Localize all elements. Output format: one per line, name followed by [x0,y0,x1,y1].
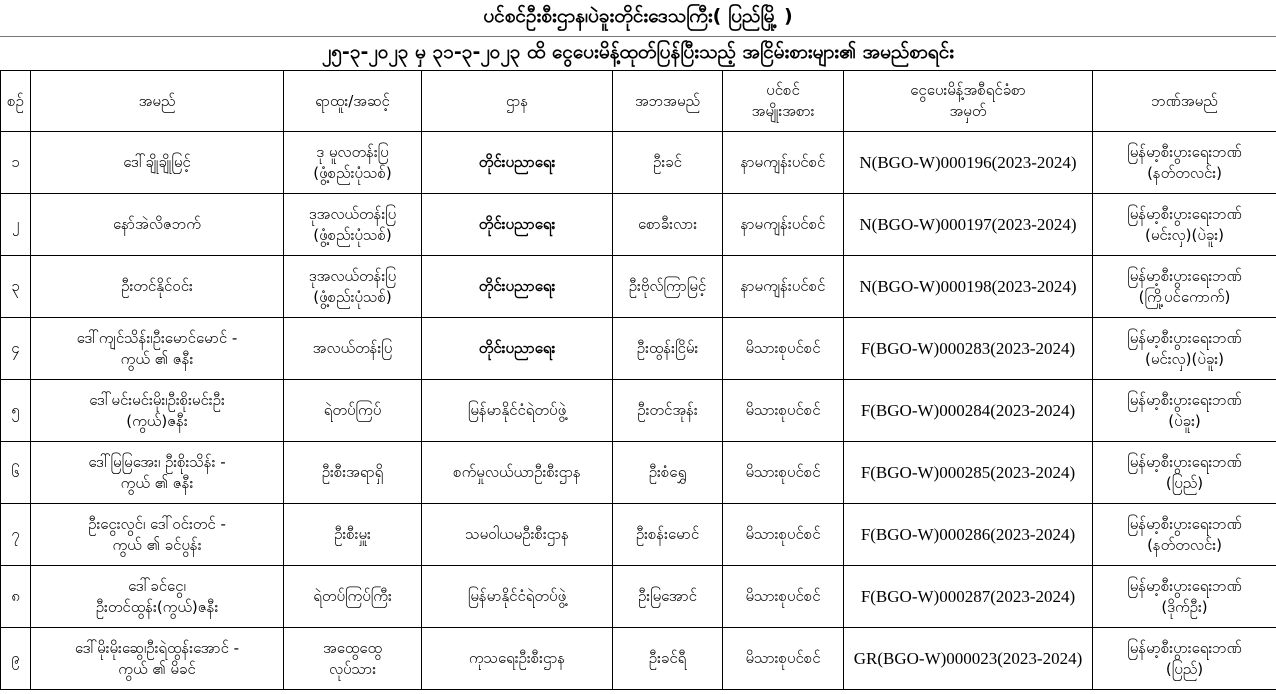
cell-bank-line1: မြန်မာ့စီးပွားရေးဘဏ် [1127,142,1242,161]
cell-type: မိသားစုပင်စင် [723,504,844,566]
cell-name-line2: ကွယ် ၏ ဇနီး [120,473,194,492]
cell-ppo: GR(BGO-W)000023(2023-2024) [844,628,1093,690]
header-dept: ဌာန [422,71,613,132]
cell-dept: မြန်မာနိုင်ငံရဲတပ်ဖွဲ့ [422,380,613,442]
cell-rank-line2: (ဖွံ့စည်းပုံသစ်) [313,287,392,306]
table-row [1,442,1276,504]
cell-bank [1093,132,1276,194]
cell-type: နာမကျန်းပင်စင် [723,256,844,318]
header-father: အဘအမည် [613,71,723,132]
cell-name-line1: ဒေါ်မိုးမိုးဆွေ၊ဦးရဲထွန်းအောင် - [74,638,240,657]
cell-no: ၅ [1,380,31,442]
cell-father: ဦးခင်ရီ [613,628,723,690]
cell-type: မိသားစုပင်စင် [723,318,844,380]
cell-no: ၃ [1,256,31,318]
cell-bank-line1: မြန်မာ့စီးပွားရေးဘဏ် [1127,514,1242,533]
cell-bank [1093,628,1276,690]
cell-father: ဦးမြအောင် [613,566,723,628]
cell-rank-line1: ဒု မူလတန်းပြ [316,142,389,161]
cell-name [31,380,284,442]
cell-rank [284,628,422,690]
cell-type: နာမကျန်းပင်စင် [723,194,844,256]
cell-ppo: N(BGO-W)000197(2023-2024) [844,194,1093,256]
page-title: ပင်စင်ဦးစီးဌာန၊ပဲခူးတိုင်းဒေသကြီး( ပြည်မြို့ ) [483,5,793,27]
cell-name-line2: ဦးတင်ထွန်း(ကွယ်)ဇနီး [95,597,219,616]
cell-bank-line1: မြန်မာ့စီးပွားရေးဘဏ် [1127,638,1242,657]
table-row [1,318,1276,380]
cell-name [31,318,284,380]
table-row [1,256,1276,318]
cell-ppo: F(BGO-W)000287(2023-2024) [844,566,1093,628]
header-name: အမည် [31,71,284,132]
cell-dept: စက်မှုလယ်ယာဦးစီးဌာန [422,442,613,504]
cell-rank-line2: လုပ်သား [328,659,377,678]
cell-no: ၁ [1,132,31,194]
cell-type: မိသားစုပင်စင် [723,442,844,504]
header-ppo-line2: အမှတ် [949,102,987,120]
cell-ppo: N(BGO-W)000198(2023-2024) [844,256,1093,318]
cell-bank-line2: (နတ်တလင်း) [1147,535,1222,554]
cell-bank-line2: (ပြည်) [1165,473,1204,492]
cell-father: ဦးတင်အုန်း [613,380,723,442]
cell-name [31,566,284,628]
cell-rank [284,194,422,256]
header-row [1,71,1276,132]
cell-name-line1: ဦးငွေးလွင်၊ ဒေါ်ဝင်းတင် - [88,514,226,533]
cell-rank-line1: ဒုအလယ်တန်းပြ [308,266,397,285]
header-type-line1: ပင်စင် [766,81,800,99]
header-bank: ဘဏ်အမည် [1093,71,1276,132]
cell-father: ဦးထွန်းငြိမ်း [613,318,723,380]
cell-rank [284,380,422,442]
cell-bank [1093,318,1276,380]
cell-rank-line1: ဦးစီးမှူး [334,525,371,543]
cell-no: ၉ [1,628,31,690]
cell-rank-line1: အလယ်တန်းပြ [312,339,393,357]
cell-name [31,442,284,504]
cell-father: ဦးခင် [613,132,723,194]
table-row [1,566,1276,628]
cell-rank-line1: ရဲတပ်ကြပ် [323,401,382,419]
cell-rank-line1: အထွေထွေ [322,638,383,657]
cell-rank [284,256,422,318]
cell-name-line2: ကွယ် ၏ ဇနီး [120,349,194,368]
cell-bank [1093,504,1276,566]
cell-name-line1: ဒေါ်မြမြအေး၊ ဦးစိုးသိန်း - [88,452,226,471]
cell-rank-line2: (ဖွံ့စည်းပုံသစ်) [313,163,392,182]
cell-dept: တိုင်းပညာရေး [422,256,613,318]
cell-name [31,132,284,194]
cell-name-line1: နော်အဲလိဇဘက် [113,215,201,233]
cell-rank-line1: ဦးစီးအရာရှိ [321,463,384,481]
table-row [1,628,1276,690]
table-row [1,132,1276,194]
cell-rank [284,504,422,566]
cell-type: နာမကျန်းပင်စင် [723,132,844,194]
table-row [1,504,1276,566]
cell-rank [284,566,422,628]
cell-name-line2: ကွယ် ၏ ခင်ပွန်း [112,535,202,554]
cell-father: ဦးဗိုလ်ကြာမြင့် [613,256,723,318]
cell-bank-line2: (မင်းလှ)(ပဲခူး) [1145,225,1224,244]
cell-no: ၄ [1,318,31,380]
header-type-line2: အမျိုးအစား [751,102,815,120]
cell-bank-line1: မြန်မာ့စီးပွားရေးဘဏ် [1127,266,1242,285]
cell-bank [1093,194,1276,256]
cell-name-line1: ဦးတင်နိုင်ဝင်း [121,277,193,295]
cell-ppo: F(BGO-W)000286(2023-2024) [844,504,1093,566]
cell-rank-line1: ဒုအလယ်တန်းပြ [308,204,397,223]
table-row [1,194,1276,256]
page-subtitle: ၂၅-၃-၂၀၂၃ မှ ၃၁-၃-၂၀၂၃ ထိ ငွေပေးမိန့်ထုတ်ပြန်ပြီးသည့် အငြိမ်းစားများ၏ အမည်စာရင်း [0,36,1276,71]
cell-bank [1093,566,1276,628]
pension-table [0,70,1276,690]
cell-rank-line2: (ဖွံ့စည်းပုံသစ်) [313,225,392,244]
cell-ppo: F(BGO-W)000284(2023-2024) [844,380,1093,442]
cell-dept: တိုင်းပညာရေး [422,132,613,194]
cell-father: ဦးစံရွှေ [613,442,723,504]
cell-bank-line1: မြန်မာ့စီးပွားရေးဘဏ် [1127,576,1242,595]
cell-name-line1: ဒေါ်ချိုချိုမြင့် [123,153,191,171]
table-row [1,380,1276,442]
cell-ppo: F(BGO-W)000285(2023-2024) [844,442,1093,504]
cell-bank-line1: မြန်မာ့စီးပွားရေးဘဏ် [1127,204,1242,223]
cell-bank-line2: (ဒိုက်ဦး) [1161,597,1208,616]
cell-dept: သမဝါယမဦးစီးဌာန [422,504,613,566]
cell-bank-line1: မြန်မာ့စီးပွားရေးဘဏ် [1127,328,1242,347]
cell-bank [1093,256,1276,318]
cell-name [31,194,284,256]
cell-name-line2: (ကွယ်)ဇနီး [126,411,188,430]
cell-name-line2: ကွယ် ၏ မိခင် [118,659,196,678]
cell-type: မိသားစုပင်စင် [723,380,844,442]
cell-bank-line2: (ကြို့ပင်ကောက်) [1138,287,1231,306]
cell-name-line1: ဒေါ်ခင်ငွေ၊ [128,576,186,595]
cell-bank-line2: (နတ်တလင်း) [1147,163,1222,182]
cell-ppo: N(BGO-W)000196(2023-2024) [844,132,1093,194]
cell-bank-line1: မြန်မာ့စီးပွားရေးဘဏ် [1127,452,1242,471]
cell-bank-line2: (မင်းလှ)(ပဲခူး) [1145,349,1224,368]
cell-rank-line1: ရဲတပ်ကြပ်ကြီး [313,587,392,605]
cell-dept: တိုင်းပညာရေး [422,318,613,380]
cell-name [31,628,284,690]
header-rank: ရာထူး/အဆင့် [284,71,422,132]
cell-bank-line2: (ပြည်) [1165,659,1204,678]
cell-no: ၈ [1,566,31,628]
cell-no: ၆ [1,442,31,504]
cell-ppo: F(BGO-W)000283(2023-2024) [844,318,1093,380]
cell-type: မိသားစုပင်စင် [723,566,844,628]
cell-bank-line1: မြန်မာ့စီးပွားရေးဘဏ် [1127,390,1242,409]
cell-father: စောခီးလား [613,194,723,256]
cell-no: ၇ [1,504,31,566]
cell-rank [284,318,422,380]
cell-dept: မြန်မာနိုင်ငံရဲတပ်ဖွဲ့ [422,566,613,628]
cell-bank [1093,380,1276,442]
cell-rank [284,442,422,504]
cell-dept: တိုင်းပညာရေး [422,194,613,256]
header-ppo [844,71,1093,132]
cell-bank-line2: (ပဲခူး) [1168,411,1201,430]
cell-name [31,504,284,566]
header-ppo-line1: ငွေပေးမိန့်အစီရင်ခံစာ [910,81,1026,99]
header-type [723,71,844,132]
header-no: စဉ် [1,71,31,132]
cell-rank [284,132,422,194]
cell-no: ၂ [1,194,31,256]
cell-name-line1: ဒေါ်ကျင်သိန်း၊ဦးမောင်မောင် - [76,328,238,347]
cell-name [31,256,284,318]
cell-father: ဦးစန်းမောင် [613,504,723,566]
cell-type: မိသားစုပင်စင် [723,628,844,690]
cell-name-line1: ဒေါ်မင်းမင်းမိုး၊ဦးစိုးမင်းဦး [89,390,225,409]
cell-dept: ကုသရေးဦးစီးဌာန [422,628,613,690]
cell-bank [1093,442,1276,504]
